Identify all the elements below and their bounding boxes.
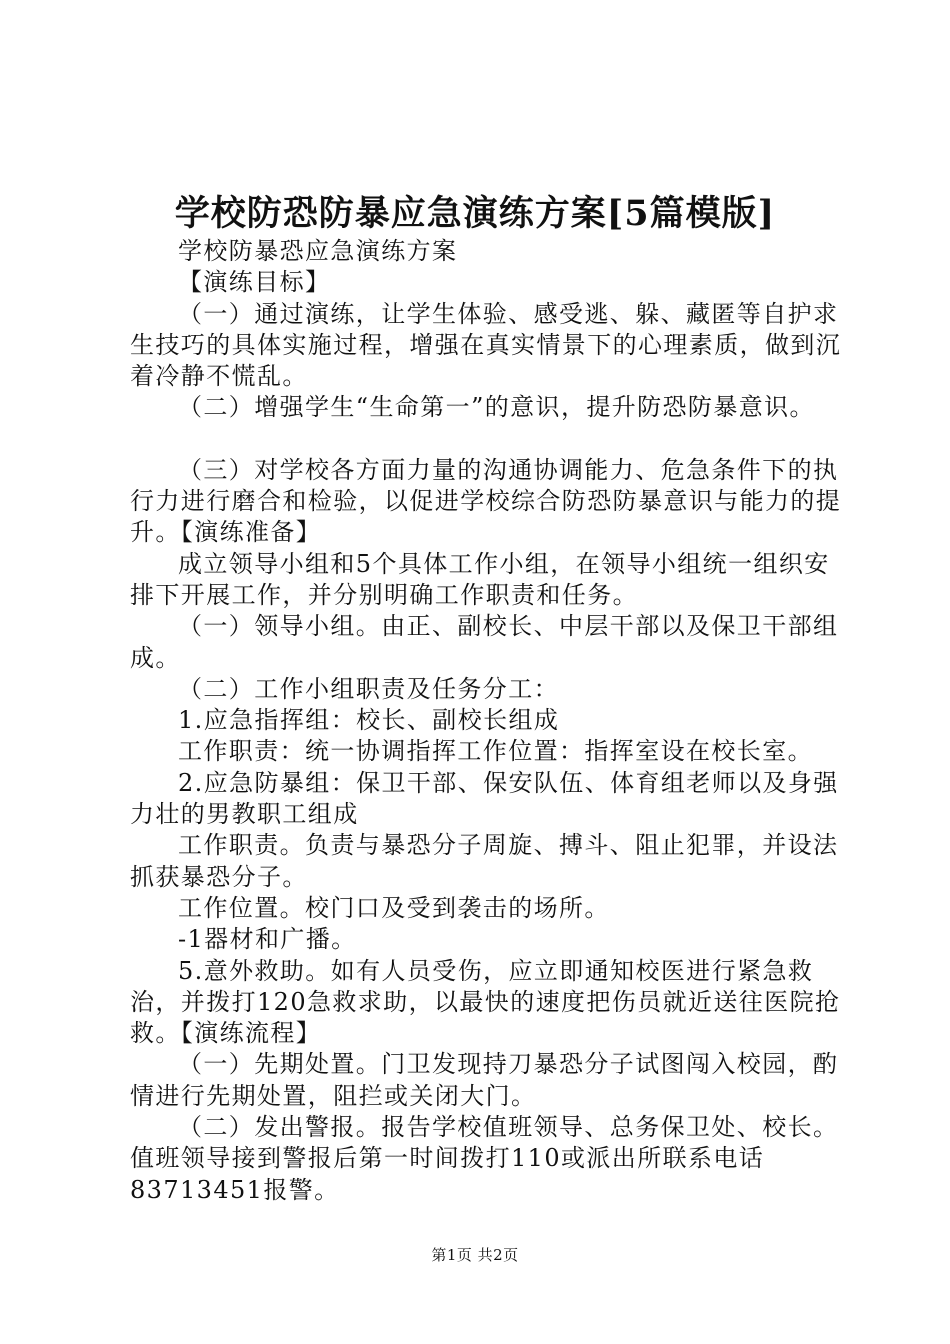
blank-line: [130, 424, 842, 455]
command-duty-paragraph: 工作职责：统一协调指挥工作位置：指挥室设在校长室。: [178, 737, 813, 766]
command-group-paragraph: 1.应急指挥组：校长、副校长组成: [178, 706, 560, 735]
alarm-paragraph: （二）发出警报。报告学校值班领导、总务保卫处、校长。值班领导接到警报后第一时间拨打110或派出所联系电话83713451报警。: [130, 1113, 839, 1204]
leadership-group-paragraph: （一）领导小组。由正、副校长、中层干部以及保卫干部组成。: [130, 612, 839, 672]
initial-response-paragraph: （一）先期处置。门卫发现持刀暴恐分子试图闯入校园，酌情进行先期处置，阻拦或关闭大门。: [130, 1050, 839, 1110]
document-title: 学校防恐防暴应急演练方案[5篇模版]: [174, 193, 776, 234]
goal-paragraph-1: （一）通过演练，让学生体验、感受逃、躲、藏匿等自护求生技巧的具体实施过程，增强在真实情景下的心理素质，做到沉着冷静不慌乱。: [130, 299, 842, 391]
defense-position-paragraph: 工作位置。校门口及受到袭击的场所。: [178, 893, 610, 922]
section-heading-goals: 【演练目标】: [178, 268, 331, 297]
subtitle-paragraph: 学校防暴恐应急演练方案: [178, 237, 458, 265]
document-body: [130, 236, 842, 1206]
defense-duty-paragraph: 工作职责。负责与暴恐分子周旋、搏斗、阻止犯罪，并设法抓获暴恐分子。: [130, 831, 839, 891]
rescue-paragraph: 5.意外救助。如有人员受伤，应立即通知校医进行紧急救治，并拨打120急救求助，以最快的速度把伤员就近送往医院抢救。【演练流程】: [130, 956, 841, 1048]
defense-group-paragraph: 2.应急防暴组：保卫干部、保安队伍、体育组老师以及身强力壮的男教职工组成: [130, 768, 839, 829]
work-group-paragraph: （二）工作小组职责及任务分工：: [178, 674, 559, 703]
page-number-footer: 第1页 共2页: [431, 1246, 519, 1264]
equipment-paragraph: -1器材和广播。: [178, 925, 357, 954]
preparation-paragraph: 成立领导小组和5个具体工作小组，在领导小组统一组织安排下开展工作，并分别明确工作职责和任务。: [130, 549, 830, 609]
goal-paragraph-2: （二）增强学生“生命第一”的意识，提升防恐防暴意识。: [178, 393, 815, 422]
goal-paragraph-3: （三）对学校各方面力量的沟通协调能力、危急条件下的执行力进行磨合和检验，以促进学校综合防恐防暴意识与能力的提升。【演练准备】: [130, 455, 842, 547]
